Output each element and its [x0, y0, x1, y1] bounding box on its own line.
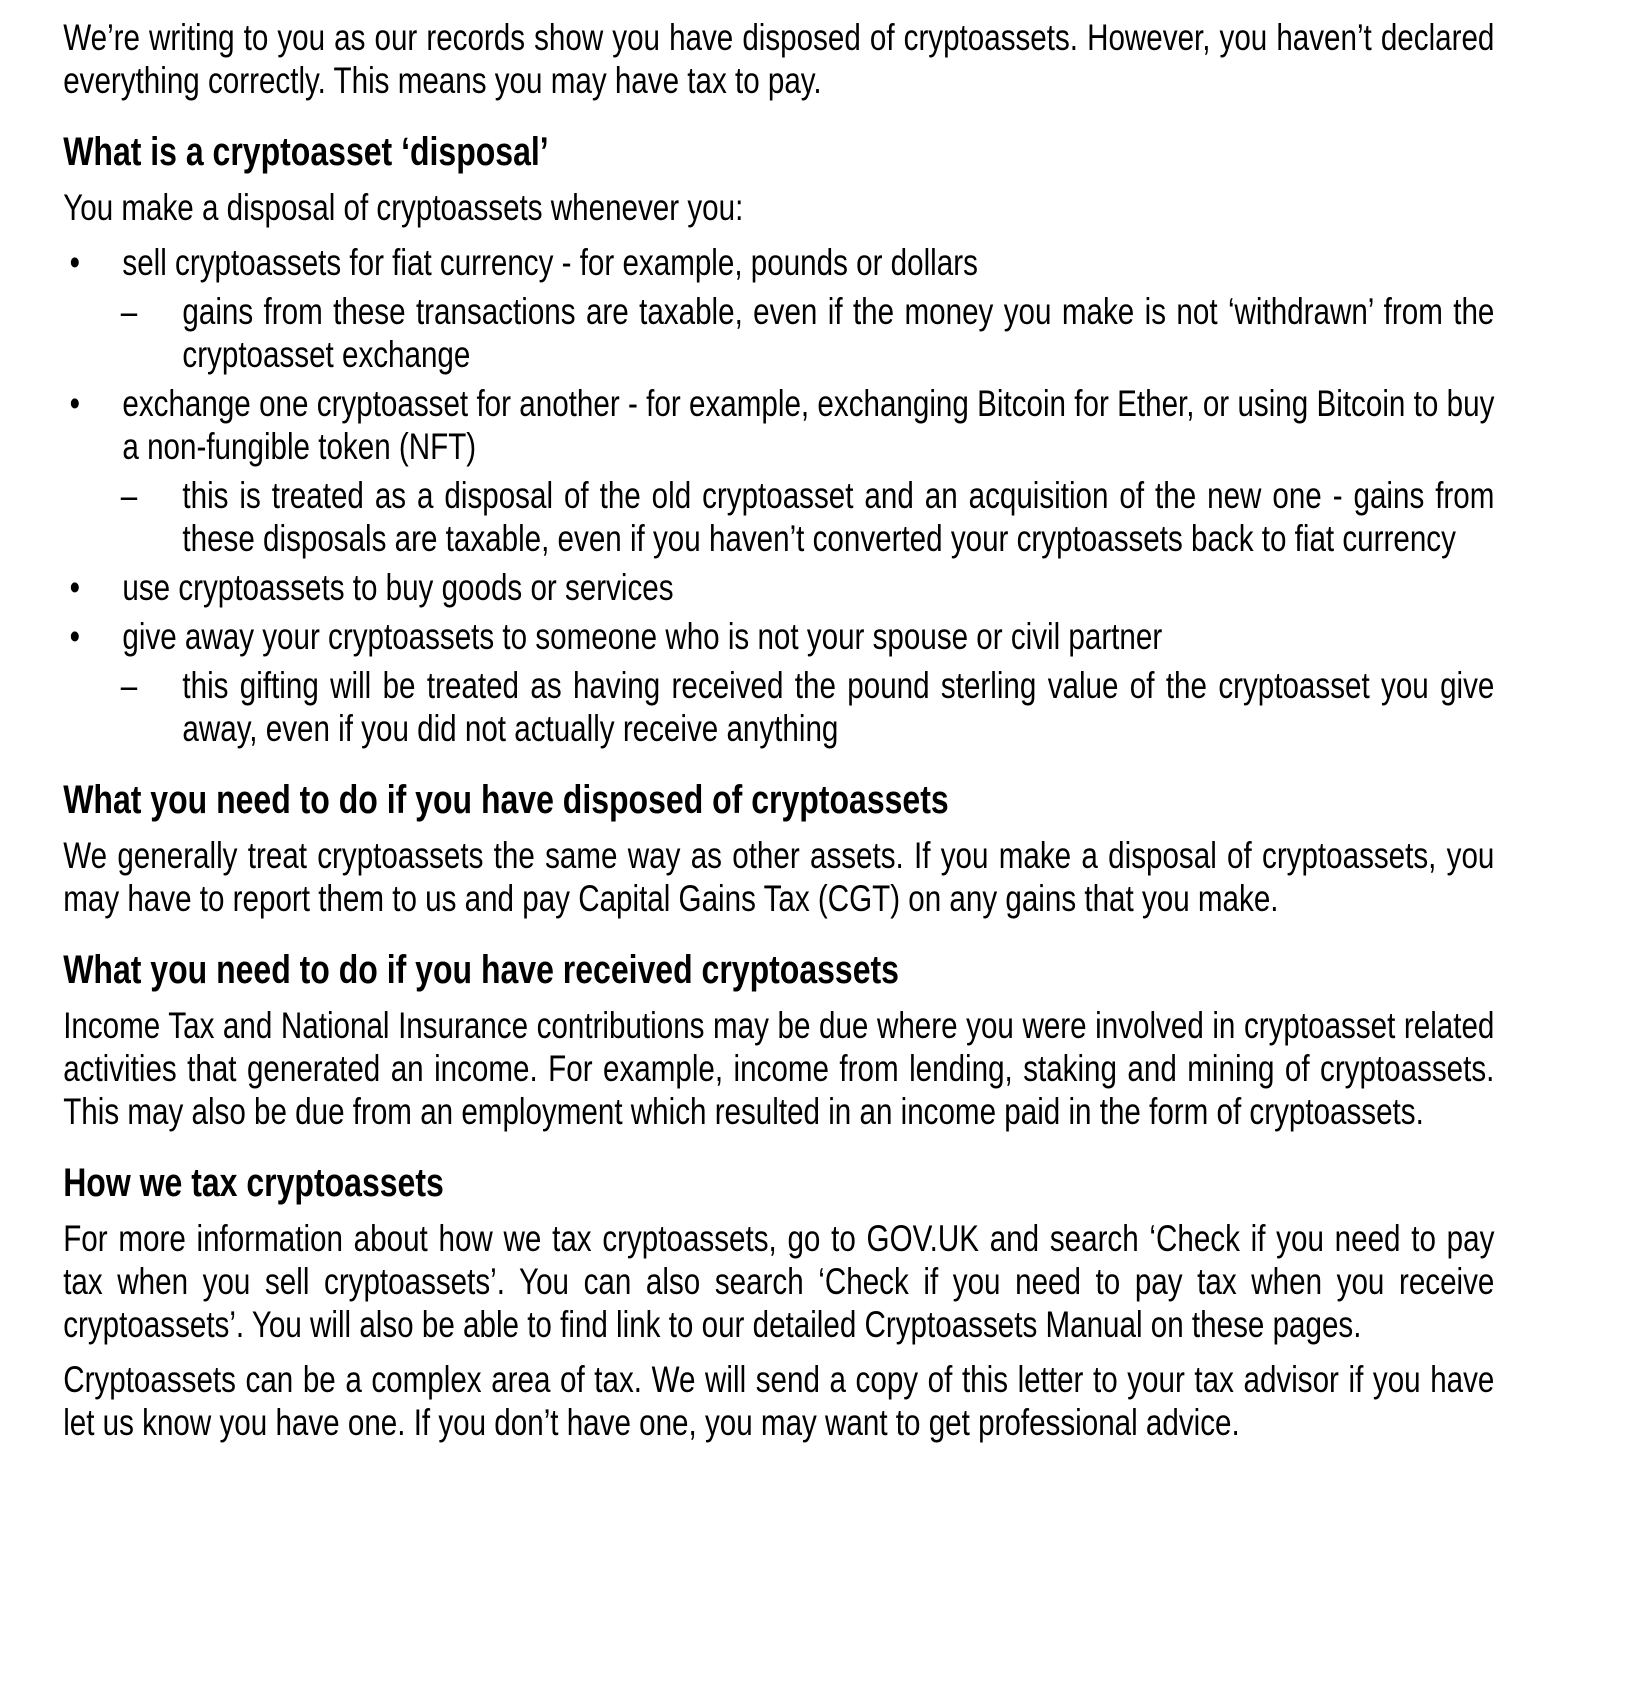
body-paragraph: We generally treat cryptoassets the same way as other assets. If you make a disposal of cryptoassets, you may have to report them to us and pay Capital Gains Tax (CGT) on any gains that you make.	[63, 835, 1495, 919]
heading-disposed-cryptoassets: What you need to do if you have disposed of cryptoassets	[63, 778, 949, 822]
list-item	[122, 241, 1494, 376]
intro-paragraph: We’re writing to you as our records show you have disposed of cryptoassets. However, you haven’t declared everything correctly. This means you may have tax to pay.	[63, 17, 1495, 101]
disposal-types-list	[63, 241, 1494, 750]
body-paragraph: Cryptoassets can be a complex area of tax. We will send a copy of this letter to your tax advisor if you have let us know you have one. If you don’t have one, you may want to get professional advice.	[63, 1359, 1495, 1443]
body-paragraph: For more information about how we tax cryptoassets, go to GOV.UK and search ‘Check if you need to pay tax when you sell cryptoassets’. You can also search ‘Check if you need to pay tax when you receive cryptoassets’. You will also be able to find link to our detailed Cryptoassets Manual on these pages.	[63, 1218, 1495, 1345]
list-item	[122, 615, 1494, 750]
sub-list-item	[182, 290, 1494, 376]
list-item	[122, 566, 1494, 609]
list-item-text: sell cryptoassets for fiat currency - for example, pounds or dollars	[122, 242, 978, 283]
sub-list-item	[182, 474, 1494, 560]
heading-what-is-a-disposal: What is a cryptoasset ‘disposal’	[63, 130, 549, 174]
list-item-text: give away your cryptoassets to someone who is not your spouse or civil partner	[122, 616, 1163, 657]
sub-list	[122, 290, 1494, 376]
sub-list-item	[182, 664, 1494, 750]
body-paragraph: Income Tax and National Insurance contributions may be due where you were involved in cryptoasset related activities that generated an income. For example, income from lending, staking and mining of cryptoassets. This may also be due from an employment which resulted in an income paid in the form of cryptoassets.	[63, 1005, 1495, 1132]
list-item-text: use cryptoassets to buy goods or services	[122, 567, 674, 608]
sub-list	[122, 474, 1494, 560]
sub-list-item-text: this is treated as a disposal of the old cryptoasset and an acquisition of the new one - gains from these disposals are taxable, even if you haven’t converted your cryptoassets back to fiat currency	[182, 475, 1495, 559]
heading-received-cryptoassets: What you need to do if you have received cryptoassets	[63, 948, 899, 992]
list-item	[122, 382, 1494, 560]
sub-list-item-text: gains from these transactions are taxable, even if the money you make is not ‘withdrawn’ from the cryptoasset exchange	[182, 291, 1495, 375]
sub-list-item-text: this gifting will be treated as having received the pound sterling value of the cryptoasset you give away, even if you did not actually receive anything	[182, 665, 1495, 749]
heading-how-we-tax: How we tax cryptoassets	[63, 1161, 444, 1205]
lead-paragraph: You make a disposal of cryptoassets whenever you:	[63, 187, 744, 228]
sub-list	[122, 664, 1494, 750]
list-item-text: exchange one cryptoasset for another - for example, exchanging Bitcoin for Ether, or using Bitcoin to buy a non-fungible token (NFT)	[122, 383, 1495, 467]
